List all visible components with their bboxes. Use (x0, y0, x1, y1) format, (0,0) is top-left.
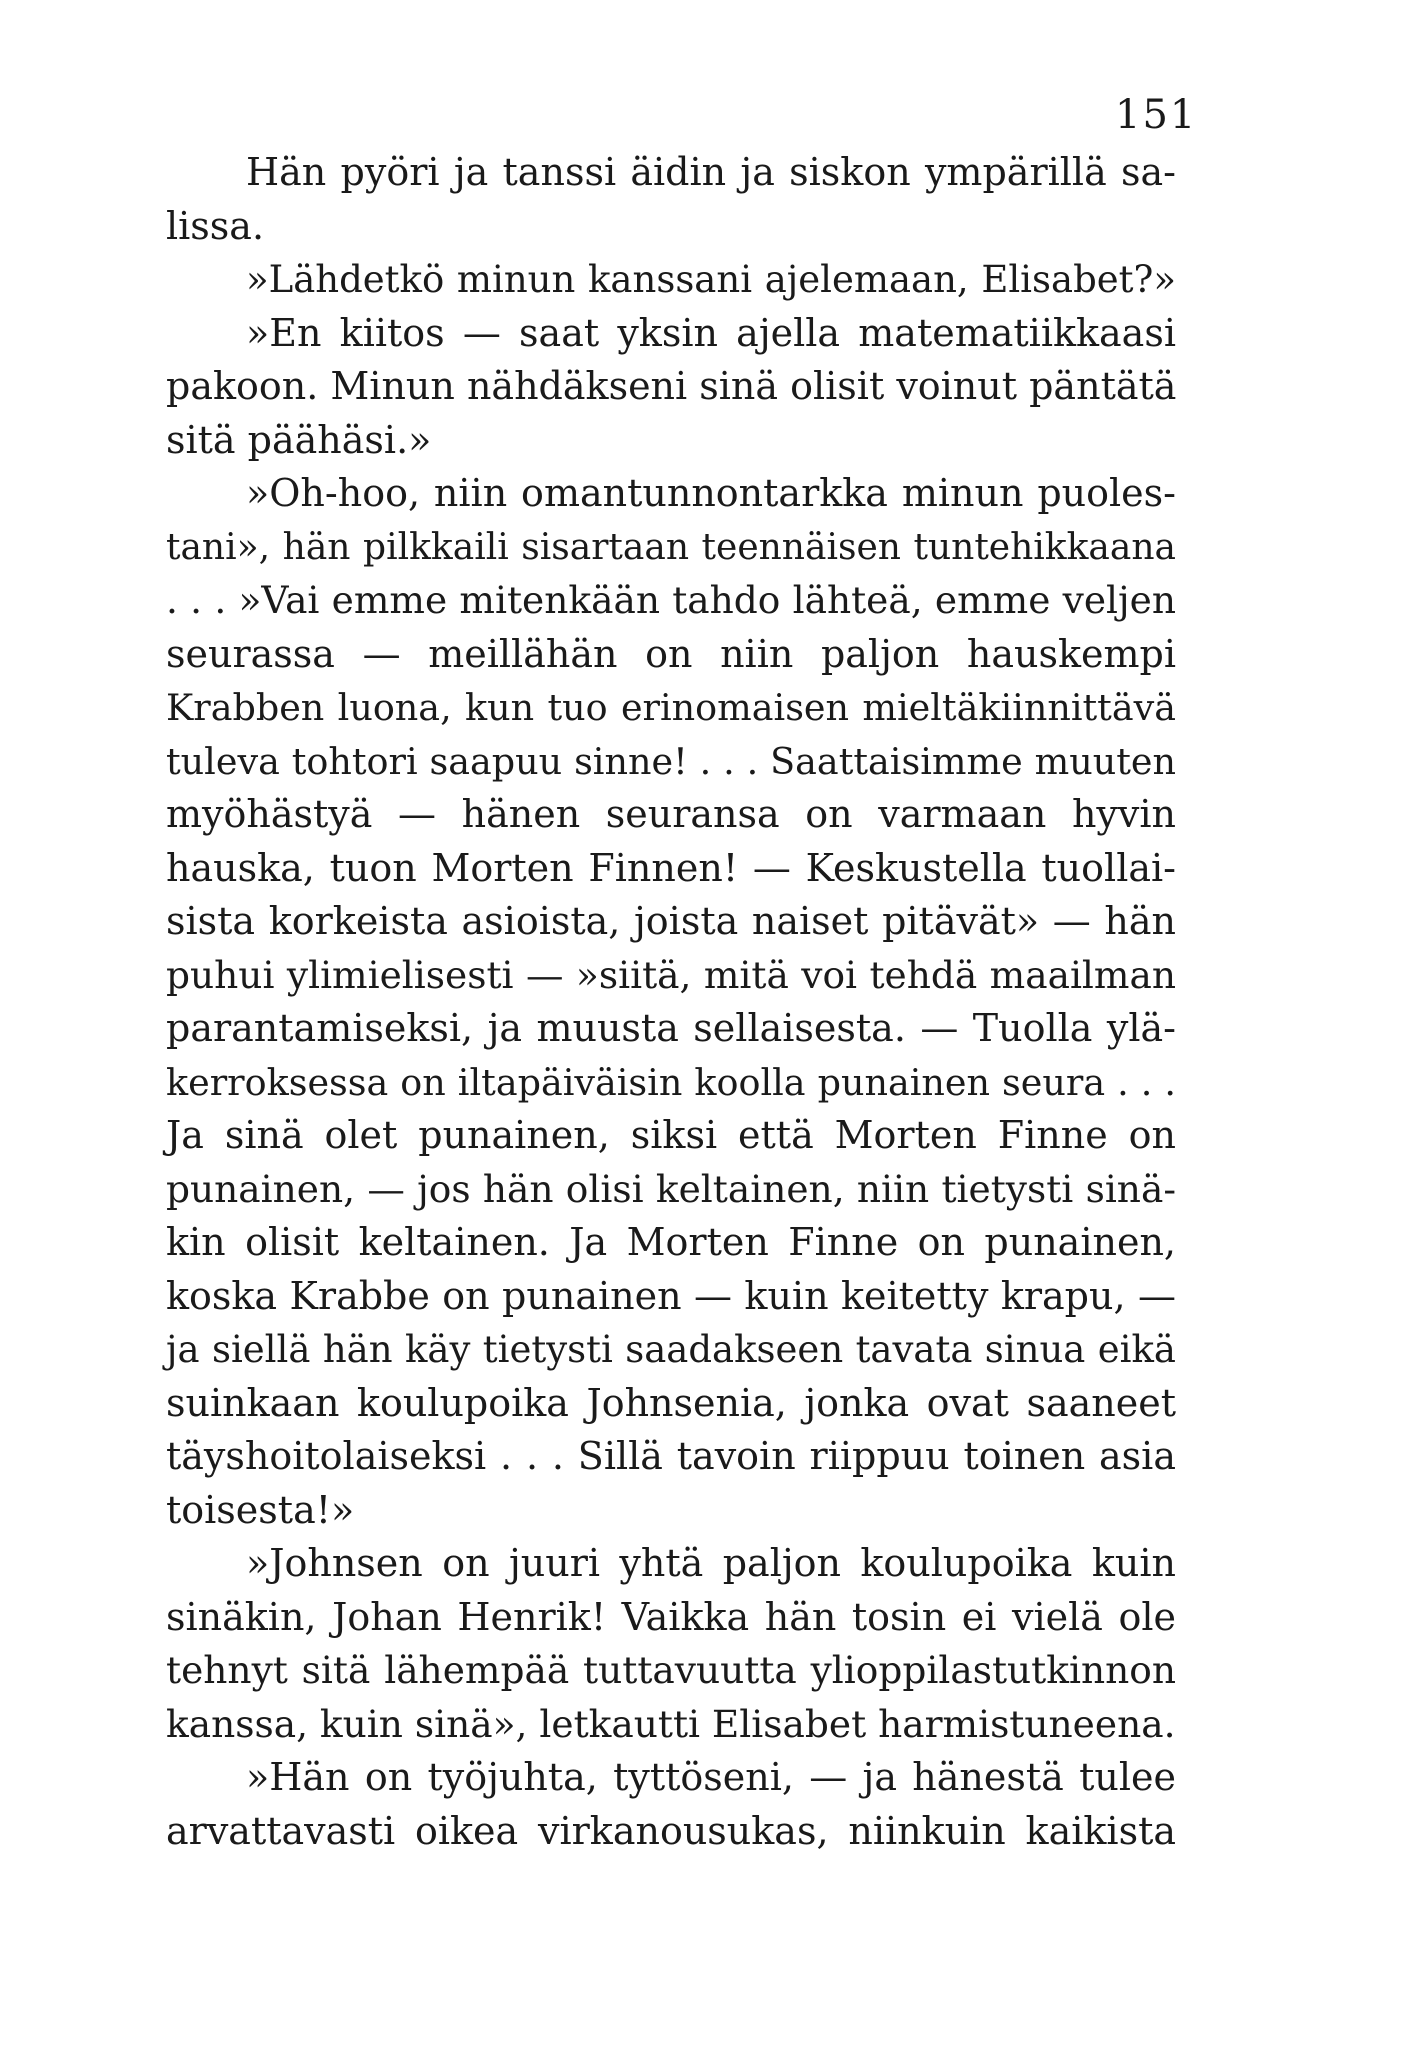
text-line: puhui ylimielisesti — »siitä, mitä voi tehdä maailman (166, 952, 1176, 997)
text-line: pakoon. Minun nähdäkseni sinä olisit voinut päntätä (166, 364, 1177, 408)
text-line: täyshoitolaiseksi . . . Sillä tavoin riippuu toinen asia (166, 1434, 1176, 1478)
text-line: toisesta!» (166, 1487, 355, 1532)
body-text (166, 146, 1176, 1858)
text-line: Ja sinä olet punainen, siksi että Morten Finne on (166, 1113, 1176, 1157)
text-line: kerroksessa on iltapäiväisin koolla punainen seura . . . (166, 1060, 1176, 1104)
text-line: kanssa, kuin sinä», letkautti Elisabet harmistuneena. (166, 1701, 1176, 1746)
text-line: suinkaan koulupoika Johnsenia, jonka ovat saaneet (166, 1380, 1176, 1425)
page-number: 151 (1115, 92, 1198, 138)
text-line: . . . »Vai emme mitenkään tahdo lähteä, emme veljen (166, 578, 1176, 622)
text-line: Krabben luona, kun tuo erinomaisen mieltäkiinnittävä (166, 686, 1176, 729)
text-line: tehnyt sitä lähempää tuttavuutta ylioppilastutkinnon (166, 1648, 1176, 1692)
text-line: sinäkin, Johan Henrik! Vaikka hän tosin ei vielä ole (166, 1594, 1176, 1639)
text-line: »En kiitos — saat yksin ajella matematiikkaasi (246, 310, 1176, 355)
text-line: hauska, tuon Morten Finnen! — Keskustella tuollai- (166, 845, 1176, 890)
text-line: tuleva tohtori saapuu sinne! . . . Saattaisimme muuten (166, 739, 1176, 783)
text-line: kin olisit keltainen. Ja Morten Finne on punainen, (166, 1220, 1176, 1264)
text-line: sitä päähäsi.» (166, 417, 432, 462)
text-line: ja siellä hän käy tietysti saadakseen tavata sinua eikä (166, 1328, 1176, 1371)
text-line: »Oh-hoo, niin omantunnontarkka minun puoles- (246, 471, 1176, 515)
text-line: »Johnsen on juuri yhtä paljon koulupoika kuin (246, 1541, 1176, 1585)
text-line: »Hän on työjuhta, tyttöseni, — ja hänestä tulee (246, 1755, 1176, 1799)
text-line: punainen, — jos hän olisi keltainen, niin tietysti sinä- (166, 1166, 1176, 1211)
text-line: »Lähdetkö minun kanssani ajelemaan, Elisabet?» (246, 258, 1176, 301)
text-line: sista korkeista asioista, joista naiset pitävät» — hän (166, 899, 1176, 943)
text-line: parantamiseksi, ja muusta sellaisesta. — Tuolla ylä- (166, 1006, 1176, 1050)
text-line: seurassa — meillähän on niin paljon hauskempi (166, 631, 1176, 676)
text-line: arvattavasti oikea virkanousukas, niinkuin kaikista (166, 1808, 1176, 1853)
text-line: Hän pyöri ja tanssi äidin ja siskon ympärillä sa- (246, 150, 1176, 194)
text-line: myöhästyä — hänen seuransa on varmaan hyvin (166, 792, 1176, 836)
text-line: lissa. (166, 203, 265, 248)
text-line: tani», hän pilkkaili sisartaan teennäisen tuntehikkaana (166, 526, 1176, 568)
text-line: koska Krabbe on punainen — kuin keitetty krapu, — (166, 1273, 1176, 1318)
